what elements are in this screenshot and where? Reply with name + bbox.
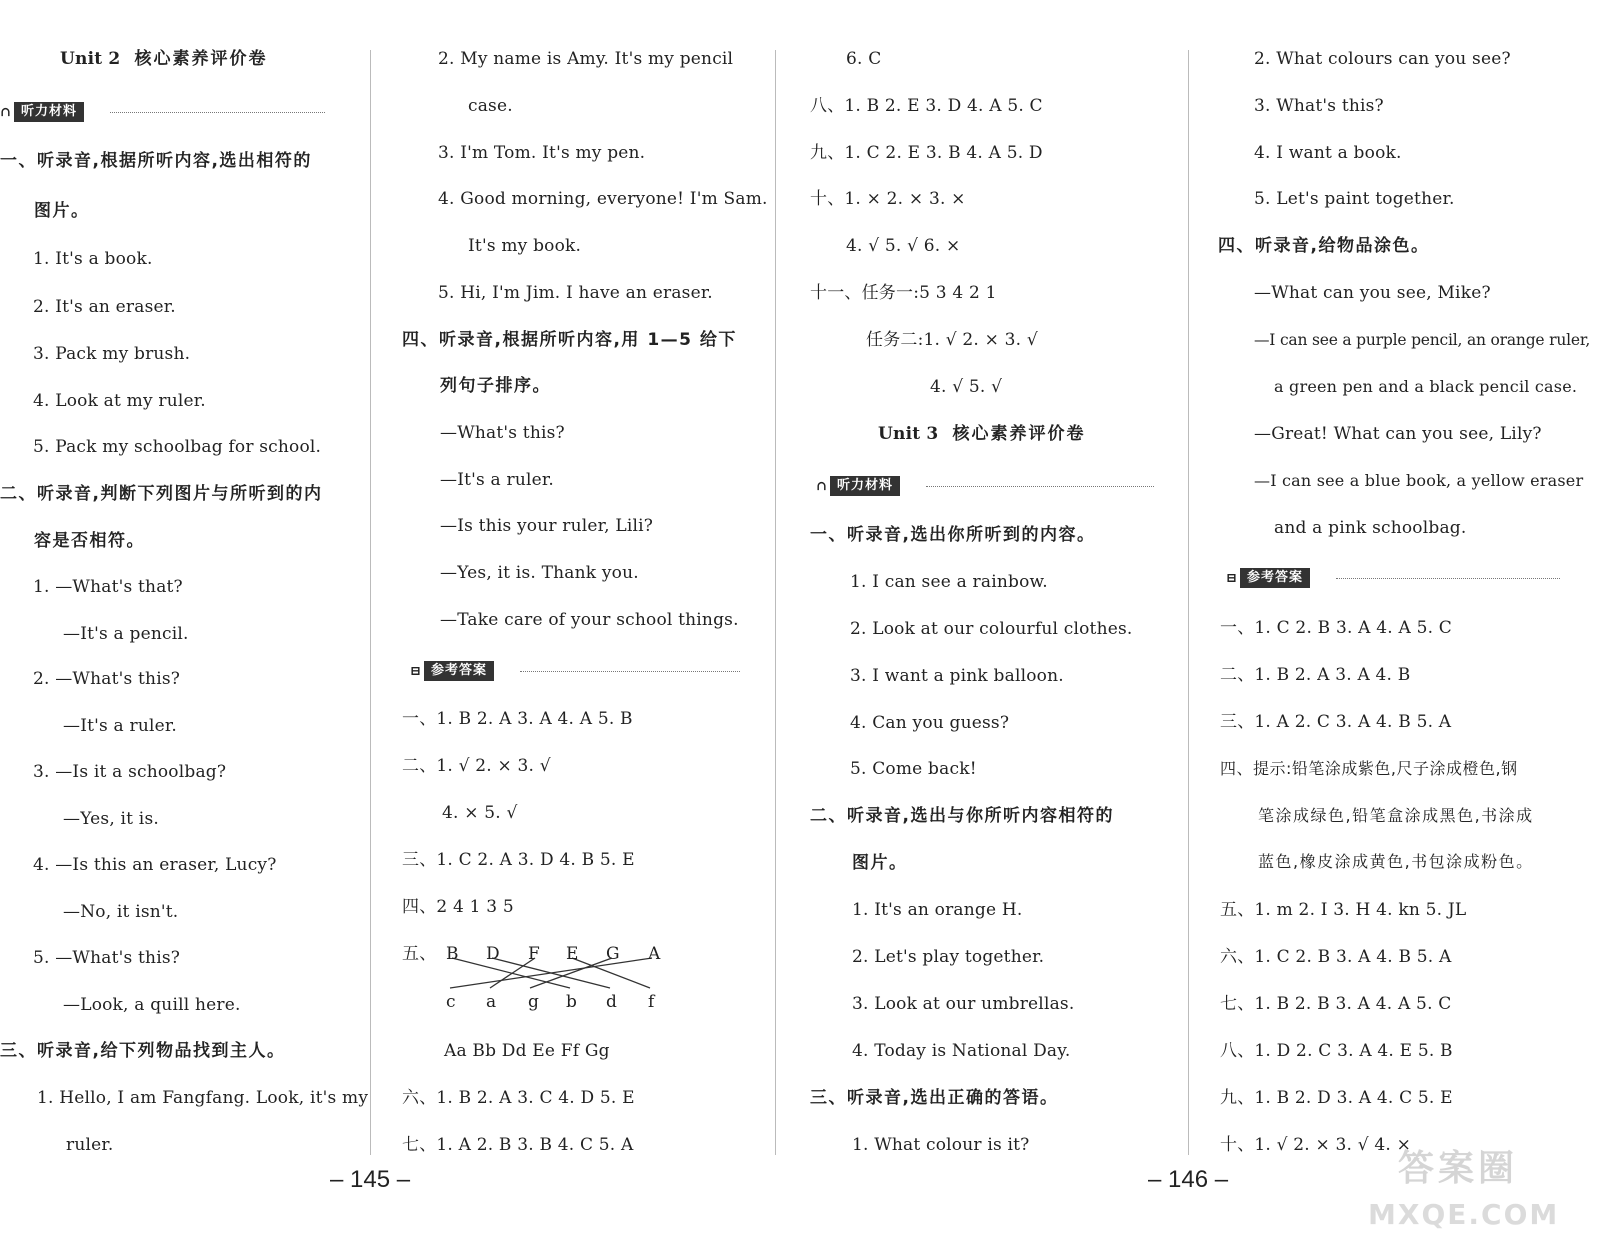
- list-item: 5. —What's this?: [33, 948, 181, 968]
- list-item: —I can see a blue book, a yellow eraser: [1254, 471, 1584, 490]
- answer-line: 七、1. B 2. B 3. A 4. A 5. C: [1220, 994, 1452, 1014]
- list-item: 5. Pack my schoolbag for school.: [33, 437, 322, 457]
- page-number: – 146 –: [1148, 1166, 1229, 1193]
- list-item: 1. I can see a rainbow.: [850, 572, 1048, 592]
- column-divider: [775, 50, 776, 1155]
- question-4: 四、听录音,给物品涂色。: [1218, 236, 1430, 256]
- column-1: [0, 0, 369, 1200]
- answer-line: 4. √ 5. √ 6. ×: [846, 236, 961, 256]
- list-item: 3. What's this?: [1254, 96, 1384, 116]
- match-bottom-letter: f: [648, 992, 655, 1012]
- answer-line: 八、1. D 2. C 3. A 4. E 5. B: [1220, 1041, 1453, 1061]
- list-item: —Is this your ruler, Lili?: [440, 516, 654, 536]
- match-bottom-letter: a: [486, 992, 497, 1012]
- watermark-url: MXQE.COM: [1368, 1198, 1560, 1231]
- match-top-letter: A: [648, 944, 661, 964]
- answer-banner: [1226, 568, 1560, 588]
- match-top-letter: B: [446, 944, 459, 964]
- question-4: 四、听录音,根据所听内容,用 1—5 给下: [402, 330, 737, 350]
- question-2-cont: 图片。: [852, 853, 908, 873]
- answer-line: 三、1. A 2. C 3. A 4. B 5. A: [1220, 712, 1452, 732]
- unit-2-title: [60, 48, 267, 70]
- matching-label: 五、: [402, 944, 437, 964]
- list-item: 2. It's an eraser.: [33, 297, 176, 317]
- list-item: —Take care of your school things.: [440, 610, 739, 630]
- answer-line: 四、2 4 1 3 5: [402, 897, 514, 917]
- list-item: 2. —What's this?: [33, 669, 181, 689]
- question-3: 三、听录音,给下列物品找到主人。: [0, 1041, 286, 1061]
- list-item: —What can you see, Mike?: [1254, 283, 1491, 303]
- list-item: and a pink schoolbag.: [1274, 518, 1467, 538]
- question-1-cont: 图片。: [34, 201, 90, 221]
- answer-line: 十、1. × 2. × 3. ×: [810, 189, 966, 209]
- match-bottom-letter: c: [446, 992, 456, 1012]
- list-item: —Look, a quill here.: [63, 995, 241, 1015]
- answer-icon: ⊟: [410, 664, 421, 679]
- unit-title-cn: 核心素养评价卷: [952, 424, 1086, 444]
- list-item: 5. Let's paint together.: [1254, 189, 1455, 209]
- list-item: 4. Good morning, everyone! I'm Sam.: [438, 189, 768, 209]
- answer-banner: [410, 661, 740, 681]
- answer-line: 一、1. C 2. B 3. A 4. A 5. C: [1220, 618, 1452, 638]
- banner-label: 参考答案: [1240, 568, 1310, 588]
- answer-line: 五、1. m 2. I 3. H 4. kn 5. JL: [1220, 900, 1467, 920]
- list-item: 1. It's a book.: [33, 249, 153, 269]
- unit-title-text: Unit 2: [60, 49, 121, 69]
- answer-icon: ⊟: [1226, 571, 1237, 586]
- dotted-rule: [926, 486, 1154, 487]
- list-item: —It's a pencil.: [63, 624, 189, 644]
- matching-lines: [440, 940, 680, 1015]
- column-2: [330, 0, 768, 1200]
- list-item: —Yes, it is.: [63, 809, 159, 829]
- list-item: It's my book.: [468, 236, 582, 256]
- unit-3-title: [878, 423, 1085, 445]
- watermark-logo: 答案圈: [1398, 1148, 1519, 1189]
- match-bottom-letter: d: [606, 992, 618, 1012]
- list-item: 1. It's an orange H.: [852, 900, 1023, 920]
- unit-title-cn: 核心素养评价卷: [134, 49, 268, 69]
- list-item: —I can see a purple pencil, an orange ruler,: [1254, 331, 1591, 349]
- dotted-rule: [520, 671, 740, 672]
- list-item: 1. —What's that?: [33, 577, 183, 597]
- hint-line: 笔涂成绿色,铅笔盒涂成黑色,书涂成: [1258, 806, 1534, 825]
- page-number-value: 146: [1168, 1166, 1209, 1193]
- unit-title-text: Unit 3: [878, 424, 939, 444]
- column-divider: [370, 50, 371, 1155]
- letter-pairs: Aa Bb Dd Ee Ff Gg: [444, 1041, 610, 1061]
- question-1: 一、听录音,选出你所听到的内容。: [810, 525, 1096, 545]
- list-item: 3. —Is it a schoolbag?: [33, 762, 227, 782]
- list-item: 2. What colours can you see?: [1254, 49, 1511, 69]
- question-2: 二、听录音,判断下列图片与所听到的内: [0, 484, 323, 504]
- banner-label: 听力材料: [14, 102, 84, 122]
- list-item: ruler.: [66, 1135, 114, 1155]
- list-item: 2. My name is Amy. It's my pencil: [438, 49, 734, 69]
- column-3: [808, 0, 1168, 1200]
- answer-line: 任务二:1. √ 2. × 3. √: [866, 330, 1038, 350]
- list-item: —Yes, it is. Thank you.: [440, 563, 639, 583]
- listening-banner: [0, 102, 325, 122]
- list-item: 3. Pack my brush.: [33, 344, 191, 364]
- dotted-rule: [1336, 578, 1560, 579]
- list-item: 1. What colour is it?: [852, 1135, 1030, 1155]
- list-item: 2. Look at our colourful clothes.: [850, 619, 1133, 639]
- answer-line: 二、1. √ 2. × 3. √: [402, 756, 551, 776]
- answer-line: 6. C: [846, 49, 882, 69]
- answer-line: 二、1. B 2. A 3. A 4. B: [1220, 665, 1411, 685]
- question-2-cont: 容是否相符。: [34, 531, 145, 551]
- list-item: 4. —Is this an eraser, Lucy?: [33, 855, 277, 875]
- listening-banner: [816, 476, 1154, 496]
- answer-line: 九、1. B 2. D 3. A 4. C 5. E: [1220, 1088, 1453, 1108]
- site-watermark: [1368, 1140, 1558, 1236]
- answer-line: 4. √ 5. √: [930, 377, 1003, 397]
- column-divider: [1188, 50, 1189, 1155]
- match-bottom-letter: b: [566, 992, 578, 1012]
- column-4: [1148, 0, 1600, 1200]
- list-item: 3. Look at our umbrellas.: [852, 994, 1075, 1014]
- question-2: 二、听录音,选出与你所听内容相符的: [810, 806, 1114, 826]
- match-bottom-letter: g: [528, 992, 540, 1012]
- answer-line: 六、1. B 2. A 3. C 4. D 5. E: [402, 1088, 635, 1108]
- list-item: —What's this?: [440, 423, 565, 443]
- list-item: 5. Hi, I'm Jim. I have an eraser.: [438, 283, 713, 303]
- question-1: 一、听录音,根据所听内容,选出相符的: [0, 151, 312, 171]
- list-item: 4. Look at my ruler.: [33, 391, 206, 411]
- answer-line: 七、1. A 2. B 3. B 4. C 5. A: [402, 1135, 634, 1155]
- match-top-letter: E: [566, 944, 579, 964]
- match-top-letter: F: [528, 944, 540, 964]
- match-top-letter: G: [606, 944, 620, 964]
- list-item: 4. Today is National Day.: [852, 1041, 1071, 1061]
- answer-line: 三、1. C 2. A 3. D 4. B 5. E: [402, 850, 635, 870]
- headphone-icon: ∩: [816, 479, 827, 494]
- list-item: a green pen and a black pencil case.: [1274, 377, 1578, 396]
- match-top-letter: D: [486, 944, 500, 964]
- question-4-cont: 列句子排序。: [440, 376, 551, 396]
- dotted-rule: [110, 112, 325, 113]
- headphone-icon: ∩: [0, 105, 11, 120]
- list-item: —No, it isn't.: [63, 902, 179, 922]
- answer-line: 九、1. C 2. E 3. B 4. A 5. D: [810, 143, 1043, 163]
- list-item: 4. Can you guess?: [850, 713, 1010, 733]
- list-item: 3. I'm Tom. It's my pen.: [438, 143, 646, 163]
- banner-label: 听力材料: [830, 476, 900, 496]
- banner-label: 参考答案: [424, 661, 494, 681]
- answer-line: 十、1. √ 2. × 3. √ 4. ×: [1220, 1135, 1412, 1155]
- question-3: 三、听录音,选出正确的答语。: [810, 1088, 1059, 1108]
- page-number: – 145 –: [330, 1166, 411, 1193]
- answer-line: 八、1. B 2. E 3. D 4. A 5. C: [810, 96, 1043, 116]
- list-item: 1. Hello, I am Fangfang. Look, it's my: [37, 1088, 369, 1108]
- list-item: 5. Come back!: [850, 759, 977, 779]
- list-item: —It's a ruler.: [63, 716, 177, 736]
- answer-line: 一、1. B 2. A 3. A 4. A 5. B: [402, 709, 633, 729]
- hint-line: 蓝色,橡皮涂成黄色,书包涂成粉色。: [1258, 852, 1534, 871]
- list-item: 3. I want a pink balloon.: [850, 666, 1064, 686]
- answer-line: 六、1. C 2. B 3. A 4. B 5. A: [1220, 947, 1452, 967]
- list-item: —Great! What can you see, Lily?: [1254, 424, 1542, 444]
- answer-line: 4. × 5. √: [442, 803, 518, 823]
- page-number-value: 145: [350, 1166, 391, 1193]
- list-item: 2. Let's play together.: [852, 947, 1045, 967]
- list-item: —It's a ruler.: [440, 470, 554, 490]
- list-item: case.: [468, 96, 513, 116]
- answer-line: 十一、任务一:5 3 4 2 1: [810, 283, 997, 303]
- hint-line: 四、提示:铅笔涂成紫色,尺子涂成橙色,钢: [1220, 759, 1518, 778]
- list-item: 4. I want a book.: [1254, 143, 1402, 163]
